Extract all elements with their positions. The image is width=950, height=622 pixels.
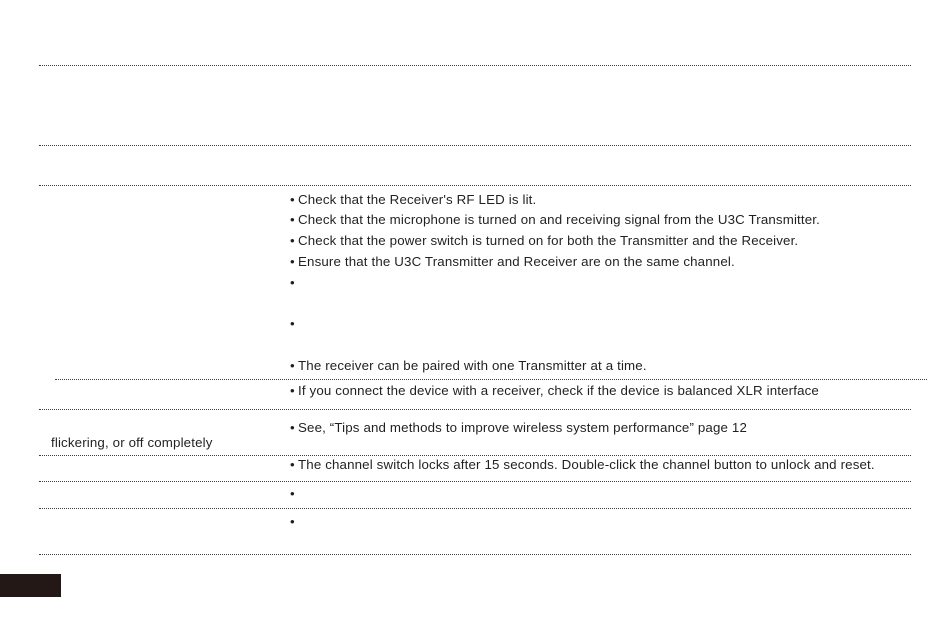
list-item: • [290, 316, 295, 331]
table-rule [39, 145, 911, 146]
table-rule [39, 508, 911, 509]
list-item: • If you connect the device with a receiver, check if the device is balanced XLR interface [290, 383, 819, 398]
list-item: • The receiver can be paired with one Transmitter at a time. [290, 358, 647, 373]
table-rule [39, 409, 911, 410]
table-rule [39, 455, 911, 456]
table-rule [39, 481, 911, 482]
list-item: • See, “Tips and methods to improve wireless system performance” page 12 [290, 420, 747, 435]
table-rule [39, 65, 911, 66]
table-rule [39, 185, 911, 186]
list-item: • Check that the microphone is turned on and receiving signal from the U3C Transmitter. [290, 212, 820, 227]
list-item: • The channel switch locks after 15 seconds. Double-click the channel button to unlock and reset. [290, 457, 875, 472]
list-item: • [290, 486, 295, 501]
table-rule [39, 554, 911, 555]
table-rule [55, 379, 927, 380]
list-item: • [290, 275, 295, 290]
list-item: • Check that the power switch is turned on for both the Transmitter and the Receiver. [290, 233, 799, 248]
list-item: • Ensure that the U3C Transmitter and Receiver are on the same channel. [290, 254, 735, 269]
list-item: • [290, 514, 295, 529]
list-item: • Check that the Receiver's RF LED is lit. [290, 192, 537, 207]
problem-label: flickering, or off completely [51, 435, 213, 450]
page-number-tab [0, 574, 61, 597]
